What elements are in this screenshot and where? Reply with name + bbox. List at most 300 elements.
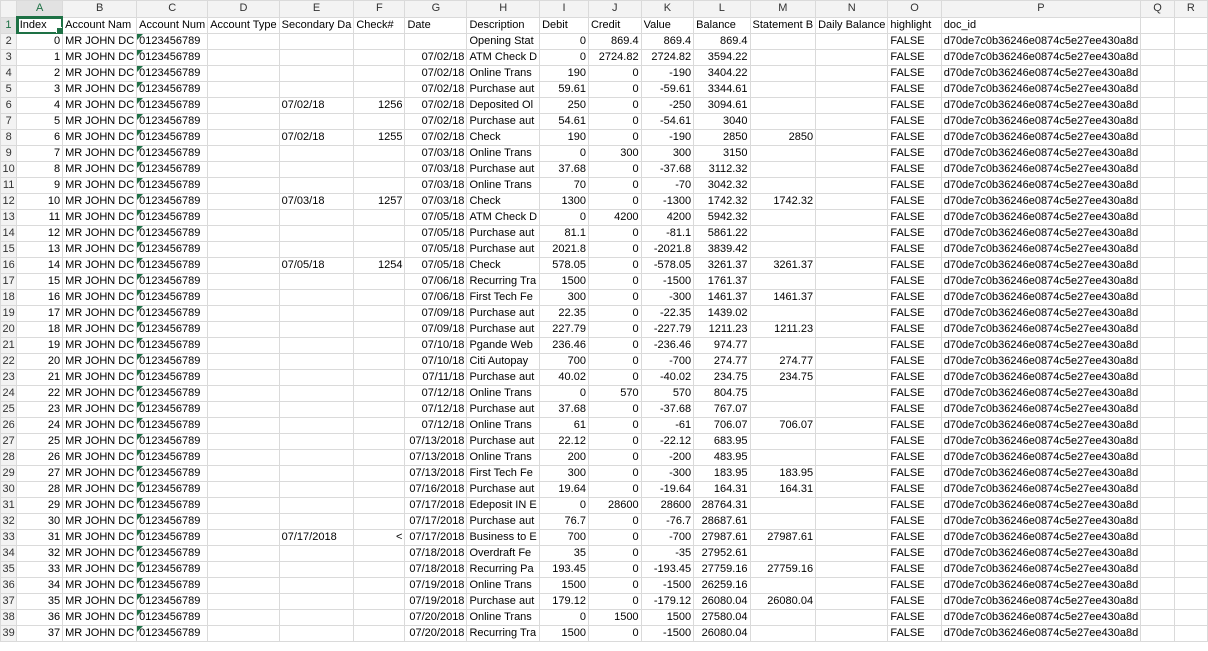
cell[interactable]: -250 bbox=[641, 98, 694, 114]
cell[interactable]: FALSE bbox=[888, 210, 941, 226]
cell[interactable] bbox=[1174, 50, 1207, 66]
cell[interactable]: Purchase aut bbox=[467, 82, 540, 98]
cell[interactable] bbox=[354, 594, 405, 610]
cell[interactable]: FALSE bbox=[888, 546, 941, 562]
cell[interactable]: d70de7c0b36246e0874c5e27ee430a8d bbox=[941, 322, 1141, 338]
cell[interactable]: 22 bbox=[17, 386, 63, 402]
cell[interactable] bbox=[750, 434, 816, 450]
cell[interactable] bbox=[208, 386, 279, 402]
cell[interactable]: Pgande Web bbox=[467, 338, 540, 354]
row-header[interactable]: 5 bbox=[1, 82, 17, 98]
cell[interactable]: 804.75 bbox=[694, 386, 750, 402]
cell[interactable]: 0 bbox=[588, 130, 641, 146]
column-header-h[interactable]: H bbox=[467, 1, 540, 18]
cell[interactable]: MR JOHN DC bbox=[63, 610, 137, 626]
cell[interactable]: 0 bbox=[588, 66, 641, 82]
cell[interactable]: 26080.04 bbox=[694, 626, 750, 642]
cell[interactable]: MR JOHN DC bbox=[63, 386, 137, 402]
cell[interactable]: MR JOHN DC bbox=[63, 290, 137, 306]
cell[interactable]: 07/20/2018 bbox=[405, 626, 467, 642]
cell[interactable] bbox=[354, 338, 405, 354]
cell[interactable]: 17 bbox=[17, 306, 63, 322]
cell[interactable] bbox=[208, 546, 279, 562]
column-header-e[interactable]: E bbox=[279, 1, 354, 18]
cell[interactable] bbox=[279, 226, 354, 242]
cell[interactable] bbox=[816, 274, 888, 290]
cell[interactable]: 0123456789 bbox=[137, 354, 208, 370]
cell[interactable] bbox=[816, 530, 888, 546]
cell[interactable]: 6 bbox=[17, 130, 63, 146]
cell[interactable]: 07/17/2018 bbox=[405, 498, 467, 514]
cell[interactable] bbox=[750, 146, 816, 162]
cell[interactable] bbox=[1174, 242, 1207, 258]
cell[interactable]: d70de7c0b36246e0874c5e27ee430a8d bbox=[941, 210, 1141, 226]
cell[interactable]: -179.12 bbox=[641, 594, 694, 610]
cell[interactable]: MR JOHN DC bbox=[63, 450, 137, 466]
cell[interactable] bbox=[816, 66, 888, 82]
cell[interactable] bbox=[208, 194, 279, 210]
cell[interactable]: d70de7c0b36246e0874c5e27ee430a8d bbox=[941, 482, 1141, 498]
cell[interactable]: 0123456789 bbox=[137, 146, 208, 162]
cell[interactable]: 570 bbox=[588, 386, 641, 402]
cell[interactable] bbox=[1174, 418, 1207, 434]
cell[interactable]: Purchase aut bbox=[467, 514, 540, 530]
header-cell[interactable] bbox=[1174, 17, 1207, 34]
cell[interactable]: d70de7c0b36246e0874c5e27ee430a8d bbox=[941, 450, 1141, 466]
cell[interactable]: 0 bbox=[588, 626, 641, 642]
cell[interactable]: 15 bbox=[17, 274, 63, 290]
cell[interactable] bbox=[208, 498, 279, 514]
cell[interactable] bbox=[279, 418, 354, 434]
cell[interactable] bbox=[1174, 450, 1207, 466]
cell[interactable] bbox=[1141, 546, 1175, 562]
cell[interactable] bbox=[208, 146, 279, 162]
cell[interactable]: 22.35 bbox=[540, 306, 589, 322]
cell[interactable]: Opening Stat bbox=[467, 34, 540, 50]
cell[interactable]: 234.75 bbox=[694, 370, 750, 386]
cell[interactable]: 234.75 bbox=[750, 370, 816, 386]
cell[interactable] bbox=[279, 242, 354, 258]
cell[interactable] bbox=[1141, 178, 1175, 194]
cell[interactable] bbox=[1174, 546, 1207, 562]
cell[interactable]: -700 bbox=[641, 530, 694, 546]
cell[interactable]: FALSE bbox=[888, 594, 941, 610]
row-header[interactable]: 17 bbox=[1, 274, 17, 290]
cell[interactable]: 0 bbox=[540, 50, 589, 66]
cell[interactable]: -22.35 bbox=[641, 306, 694, 322]
row-header[interactable]: 30 bbox=[1, 482, 17, 498]
cell[interactable]: 0123456789 bbox=[137, 450, 208, 466]
cell[interactable]: 0123456789 bbox=[137, 274, 208, 290]
cell[interactable]: FALSE bbox=[888, 50, 941, 66]
cell[interactable]: MR JOHN DC bbox=[63, 146, 137, 162]
cell[interactable]: 76.7 bbox=[540, 514, 589, 530]
cell[interactable]: 0123456789 bbox=[137, 226, 208, 242]
cell[interactable] bbox=[750, 578, 816, 594]
cell[interactable]: 1500 bbox=[540, 626, 589, 642]
cell[interactable]: -1300 bbox=[641, 194, 694, 210]
cell[interactable]: d70de7c0b36246e0874c5e27ee430a8d bbox=[941, 626, 1141, 642]
cell[interactable] bbox=[1141, 386, 1175, 402]
cell[interactable]: 0123456789 bbox=[137, 162, 208, 178]
cell[interactable] bbox=[1141, 562, 1175, 578]
cell[interactable] bbox=[279, 594, 354, 610]
cell[interactable]: 07/13/2018 bbox=[405, 434, 467, 450]
cell[interactable] bbox=[1141, 578, 1175, 594]
cell[interactable]: 0123456789 bbox=[137, 290, 208, 306]
cell[interactable]: 70 bbox=[540, 178, 589, 194]
cell[interactable]: 0 bbox=[588, 290, 641, 306]
cell[interactable] bbox=[1174, 498, 1207, 514]
cell[interactable] bbox=[354, 242, 405, 258]
cell[interactable]: MR JOHN DC bbox=[63, 34, 137, 50]
cell[interactable] bbox=[750, 514, 816, 530]
cell[interactable] bbox=[1174, 578, 1207, 594]
cell[interactable] bbox=[750, 274, 816, 290]
cell[interactable]: 706.07 bbox=[694, 418, 750, 434]
cell[interactable] bbox=[1174, 82, 1207, 98]
cell[interactable]: 0 bbox=[588, 546, 641, 562]
cell[interactable] bbox=[1141, 226, 1175, 242]
header-cell[interactable] bbox=[1141, 17, 1175, 34]
cell[interactable] bbox=[208, 114, 279, 130]
cell[interactable]: FALSE bbox=[888, 514, 941, 530]
cell[interactable]: 300 bbox=[540, 290, 589, 306]
cell[interactable]: 07/03/18 bbox=[279, 194, 354, 210]
cell[interactable]: 767.07 bbox=[694, 402, 750, 418]
cell[interactable]: FALSE bbox=[888, 386, 941, 402]
cell[interactable]: 0 bbox=[588, 274, 641, 290]
cell[interactable]: 25 bbox=[17, 434, 63, 450]
cell[interactable]: MR JOHN DC bbox=[63, 418, 137, 434]
cell[interactable]: 0123456789 bbox=[137, 82, 208, 98]
cell[interactable]: 5942.32 bbox=[694, 210, 750, 226]
header-cell[interactable]: Date bbox=[405, 17, 467, 34]
cell[interactable] bbox=[1141, 98, 1175, 114]
cell[interactable]: 54.61 bbox=[540, 114, 589, 130]
cell[interactable]: 07/09/18 bbox=[405, 306, 467, 322]
cell[interactable]: MR JOHN DC bbox=[63, 530, 137, 546]
cell[interactable]: 0 bbox=[588, 594, 641, 610]
cell[interactable] bbox=[1174, 562, 1207, 578]
cell[interactable]: Business to E bbox=[467, 530, 540, 546]
cell[interactable] bbox=[1141, 258, 1175, 274]
cell[interactable]: d70de7c0b36246e0874c5e27ee430a8d bbox=[941, 514, 1141, 530]
cell[interactable] bbox=[1141, 370, 1175, 386]
cell[interactable]: 3404.22 bbox=[694, 66, 750, 82]
cell[interactable] bbox=[1174, 210, 1207, 226]
cell[interactable] bbox=[1141, 274, 1175, 290]
cell[interactable]: 36 bbox=[17, 610, 63, 626]
cell[interactable]: 11 bbox=[17, 210, 63, 226]
cell[interactable]: 3261.37 bbox=[750, 258, 816, 274]
cell[interactable] bbox=[208, 162, 279, 178]
cell[interactable] bbox=[208, 418, 279, 434]
cell[interactable]: 20 bbox=[17, 354, 63, 370]
cell[interactable] bbox=[354, 306, 405, 322]
cell[interactable]: 700 bbox=[540, 354, 589, 370]
row-header[interactable]: 27 bbox=[1, 434, 17, 450]
cell[interactable] bbox=[1141, 34, 1175, 50]
cell[interactable] bbox=[208, 370, 279, 386]
cell[interactable]: MR JOHN DC bbox=[63, 338, 137, 354]
cell[interactable] bbox=[816, 610, 888, 626]
cell[interactable] bbox=[750, 242, 816, 258]
cell[interactable]: 0 bbox=[588, 82, 641, 98]
cell[interactable]: 4 bbox=[17, 98, 63, 114]
cell[interactable]: 3344.61 bbox=[694, 82, 750, 98]
row-header[interactable]: 23 bbox=[1, 370, 17, 386]
row-header[interactable]: 37 bbox=[1, 594, 17, 610]
cell[interactable]: d70de7c0b36246e0874c5e27ee430a8d bbox=[941, 306, 1141, 322]
cell[interactable]: 0123456789 bbox=[137, 242, 208, 258]
cell[interactable]: -190 bbox=[641, 130, 694, 146]
cell[interactable] bbox=[1141, 210, 1175, 226]
cell[interactable] bbox=[1141, 450, 1175, 466]
cell[interactable] bbox=[354, 82, 405, 98]
cell[interactable] bbox=[279, 514, 354, 530]
cell[interactable] bbox=[354, 34, 405, 50]
cell[interactable]: Purchase aut bbox=[467, 322, 540, 338]
cell[interactable] bbox=[208, 354, 279, 370]
cell[interactable]: -193.45 bbox=[641, 562, 694, 578]
cell[interactable]: Purchase aut bbox=[467, 226, 540, 242]
cell[interactable]: 2850 bbox=[694, 130, 750, 146]
cell[interactable]: 578.05 bbox=[540, 258, 589, 274]
cell[interactable]: -1500 bbox=[641, 626, 694, 642]
cell[interactable]: 300 bbox=[588, 146, 641, 162]
cell[interactable]: 683.95 bbox=[694, 434, 750, 450]
row-header[interactable]: 9 bbox=[1, 146, 17, 162]
cell[interactable] bbox=[1141, 594, 1175, 610]
cell[interactable]: 07/13/2018 bbox=[405, 466, 467, 482]
cell[interactable] bbox=[1174, 626, 1207, 642]
cell[interactable] bbox=[279, 322, 354, 338]
cell[interactable]: d70de7c0b36246e0874c5e27ee430a8d bbox=[941, 290, 1141, 306]
row-header[interactable]: 13 bbox=[1, 210, 17, 226]
cell[interactable] bbox=[816, 514, 888, 530]
cell[interactable]: d70de7c0b36246e0874c5e27ee430a8d bbox=[941, 194, 1141, 210]
row-header[interactable]: 19 bbox=[1, 306, 17, 322]
cell[interactable]: 3094.61 bbox=[694, 98, 750, 114]
cell[interactable]: 869.4 bbox=[588, 34, 641, 50]
cell[interactable] bbox=[816, 434, 888, 450]
cell[interactable]: 30 bbox=[17, 514, 63, 530]
cell[interactable]: 3839.42 bbox=[694, 242, 750, 258]
cell[interactable]: MR JOHN DC bbox=[63, 50, 137, 66]
cell[interactable] bbox=[750, 498, 816, 514]
cell[interactable] bbox=[1174, 402, 1207, 418]
cell[interactable]: MR JOHN DC bbox=[63, 114, 137, 130]
column-header-a[interactable]: A bbox=[17, 1, 63, 18]
cell[interactable] bbox=[208, 178, 279, 194]
cell[interactable] bbox=[1141, 434, 1175, 450]
cell[interactable] bbox=[354, 498, 405, 514]
cell[interactable] bbox=[354, 274, 405, 290]
cell[interactable] bbox=[354, 210, 405, 226]
cell[interactable]: 0123456789 bbox=[137, 514, 208, 530]
row-header[interactable]: 14 bbox=[1, 226, 17, 242]
cell[interactable]: Online Trans bbox=[467, 386, 540, 402]
cell[interactable] bbox=[208, 338, 279, 354]
cell[interactable]: FALSE bbox=[888, 194, 941, 210]
cell[interactable]: d70de7c0b36246e0874c5e27ee430a8d bbox=[941, 466, 1141, 482]
cell[interactable] bbox=[1141, 498, 1175, 514]
cell[interactable] bbox=[354, 50, 405, 66]
cell[interactable]: MR JOHN DC bbox=[63, 210, 137, 226]
row-header[interactable]: 8 bbox=[1, 130, 17, 146]
row-header[interactable]: 25 bbox=[1, 402, 17, 418]
column-header-f[interactable]: F bbox=[354, 1, 405, 18]
cell[interactable]: 0123456789 bbox=[137, 402, 208, 418]
cell[interactable]: FALSE bbox=[888, 98, 941, 114]
cell[interactable]: 5861.22 bbox=[694, 226, 750, 242]
cell[interactable]: Recurring Tra bbox=[467, 274, 540, 290]
cell[interactable] bbox=[1141, 130, 1175, 146]
cell[interactable] bbox=[354, 162, 405, 178]
cell[interactable] bbox=[354, 66, 405, 82]
cell[interactable] bbox=[208, 130, 279, 146]
cell[interactable]: 0 bbox=[588, 434, 641, 450]
cell[interactable] bbox=[1174, 226, 1207, 242]
cell[interactable]: d70de7c0b36246e0874c5e27ee430a8d bbox=[941, 114, 1141, 130]
cell[interactable]: d70de7c0b36246e0874c5e27ee430a8d bbox=[941, 578, 1141, 594]
cell[interactable]: 3112.32 bbox=[694, 162, 750, 178]
cell[interactable] bbox=[354, 610, 405, 626]
row-header[interactable]: 15 bbox=[1, 242, 17, 258]
header-cell[interactable]: Secondary Da bbox=[279, 17, 354, 34]
cell[interactable]: d70de7c0b36246e0874c5e27ee430a8d bbox=[941, 258, 1141, 274]
cell[interactable]: 2724.82 bbox=[588, 50, 641, 66]
cell[interactable]: 07/18/2018 bbox=[405, 562, 467, 578]
cell[interactable] bbox=[1141, 194, 1175, 210]
cell[interactable] bbox=[208, 290, 279, 306]
cell[interactable] bbox=[816, 498, 888, 514]
cell[interactable]: 26080.04 bbox=[750, 594, 816, 610]
cell[interactable] bbox=[354, 146, 405, 162]
cell[interactable]: MR JOHN DC bbox=[63, 562, 137, 578]
cell[interactable]: 9 bbox=[17, 178, 63, 194]
cell[interactable] bbox=[750, 226, 816, 242]
cell[interactable]: 40.02 bbox=[540, 370, 589, 386]
cell[interactable] bbox=[1174, 386, 1207, 402]
cell[interactable] bbox=[208, 610, 279, 626]
cell[interactable]: 21 bbox=[17, 370, 63, 386]
header-cell[interactable]: Index bbox=[17, 17, 63, 34]
cell[interactable] bbox=[279, 370, 354, 386]
row-header[interactable]: 2 bbox=[1, 34, 17, 50]
cell[interactable] bbox=[1141, 482, 1175, 498]
cell[interactable]: 07/19/2018 bbox=[405, 578, 467, 594]
cell[interactable]: FALSE bbox=[888, 274, 941, 290]
cell[interactable]: d70de7c0b36246e0874c5e27ee430a8d bbox=[941, 594, 1141, 610]
cell[interactable]: 164.31 bbox=[750, 482, 816, 498]
cell[interactable]: 1439.02 bbox=[694, 306, 750, 322]
cell[interactable]: 570 bbox=[641, 386, 694, 402]
cell[interactable]: MR JOHN DC bbox=[63, 242, 137, 258]
cell[interactable]: 0 bbox=[540, 146, 589, 162]
cell[interactable]: MR JOHN DC bbox=[63, 594, 137, 610]
cell[interactable]: MR JOHN DC bbox=[63, 82, 137, 98]
cell[interactable] bbox=[1174, 290, 1207, 306]
cell[interactable]: -578.05 bbox=[641, 258, 694, 274]
cell[interactable] bbox=[1141, 50, 1175, 66]
cell[interactable]: 2 bbox=[17, 66, 63, 82]
cell[interactable]: 24 bbox=[17, 418, 63, 434]
cell[interactable]: 07/05/18 bbox=[405, 226, 467, 242]
cell[interactable]: d70de7c0b36246e0874c5e27ee430a8d bbox=[941, 242, 1141, 258]
cell[interactable]: Recurring Tra bbox=[467, 626, 540, 642]
cell[interactable]: 07/12/18 bbox=[405, 386, 467, 402]
cell[interactable] bbox=[816, 546, 888, 562]
cell[interactable] bbox=[1174, 178, 1207, 194]
cell[interactable]: 869.4 bbox=[694, 34, 750, 50]
cell[interactable] bbox=[279, 178, 354, 194]
header-cell[interactable]: Debit bbox=[540, 17, 589, 34]
cell[interactable] bbox=[1141, 530, 1175, 546]
cell[interactable]: -200 bbox=[641, 450, 694, 466]
cell[interactable] bbox=[208, 242, 279, 258]
row-header[interactable]: 26 bbox=[1, 418, 17, 434]
column-header-m[interactable]: M bbox=[750, 1, 816, 18]
cell[interactable] bbox=[354, 290, 405, 306]
cell[interactable]: MR JOHN DC bbox=[63, 98, 137, 114]
cell[interactable]: MR JOHN DC bbox=[63, 514, 137, 530]
cell[interactable]: -54.61 bbox=[641, 114, 694, 130]
cell[interactable] bbox=[279, 306, 354, 322]
cell[interactable] bbox=[1174, 146, 1207, 162]
cell[interactable] bbox=[1141, 402, 1175, 418]
cell[interactable] bbox=[750, 178, 816, 194]
cell[interactable]: 483.95 bbox=[694, 450, 750, 466]
cell[interactable] bbox=[1174, 258, 1207, 274]
cell[interactable]: 0123456789 bbox=[137, 306, 208, 322]
cell[interactable] bbox=[279, 274, 354, 290]
cell[interactable]: d70de7c0b36246e0874c5e27ee430a8d bbox=[941, 434, 1141, 450]
cell[interactable]: 19 bbox=[17, 338, 63, 354]
cell[interactable] bbox=[750, 450, 816, 466]
header-cell[interactable]: Account Nam bbox=[63, 17, 137, 34]
cell[interactable] bbox=[750, 626, 816, 642]
cell[interactable]: 3594.22 bbox=[694, 50, 750, 66]
cell[interactable]: 3040 bbox=[694, 114, 750, 130]
cell[interactable]: 37 bbox=[17, 626, 63, 642]
cell[interactable] bbox=[816, 562, 888, 578]
cell[interactable]: Purchase aut bbox=[467, 370, 540, 386]
cell[interactable] bbox=[279, 210, 354, 226]
cell[interactable] bbox=[354, 514, 405, 530]
cell[interactable]: Purchase aut bbox=[467, 482, 540, 498]
cell[interactable]: 07/19/2018 bbox=[405, 594, 467, 610]
cell[interactable] bbox=[208, 258, 279, 274]
cell[interactable] bbox=[1174, 274, 1207, 290]
header-cell[interactable]: Balance bbox=[694, 17, 750, 34]
cell[interactable] bbox=[1141, 306, 1175, 322]
cell[interactable]: FALSE bbox=[888, 290, 941, 306]
cell[interactable]: Online Trans bbox=[467, 450, 540, 466]
cell[interactable]: 0 bbox=[588, 466, 641, 482]
cell[interactable]: -61 bbox=[641, 418, 694, 434]
cell[interactable]: 0 bbox=[588, 258, 641, 274]
cell[interactable] bbox=[279, 626, 354, 642]
cell[interactable]: 0123456789 bbox=[137, 338, 208, 354]
column-header-q[interactable]: Q bbox=[1141, 1, 1175, 18]
cell[interactable]: 0123456789 bbox=[137, 546, 208, 562]
cell[interactable] bbox=[750, 66, 816, 82]
cell[interactable] bbox=[279, 114, 354, 130]
cell[interactable] bbox=[208, 322, 279, 338]
cell[interactable] bbox=[208, 450, 279, 466]
